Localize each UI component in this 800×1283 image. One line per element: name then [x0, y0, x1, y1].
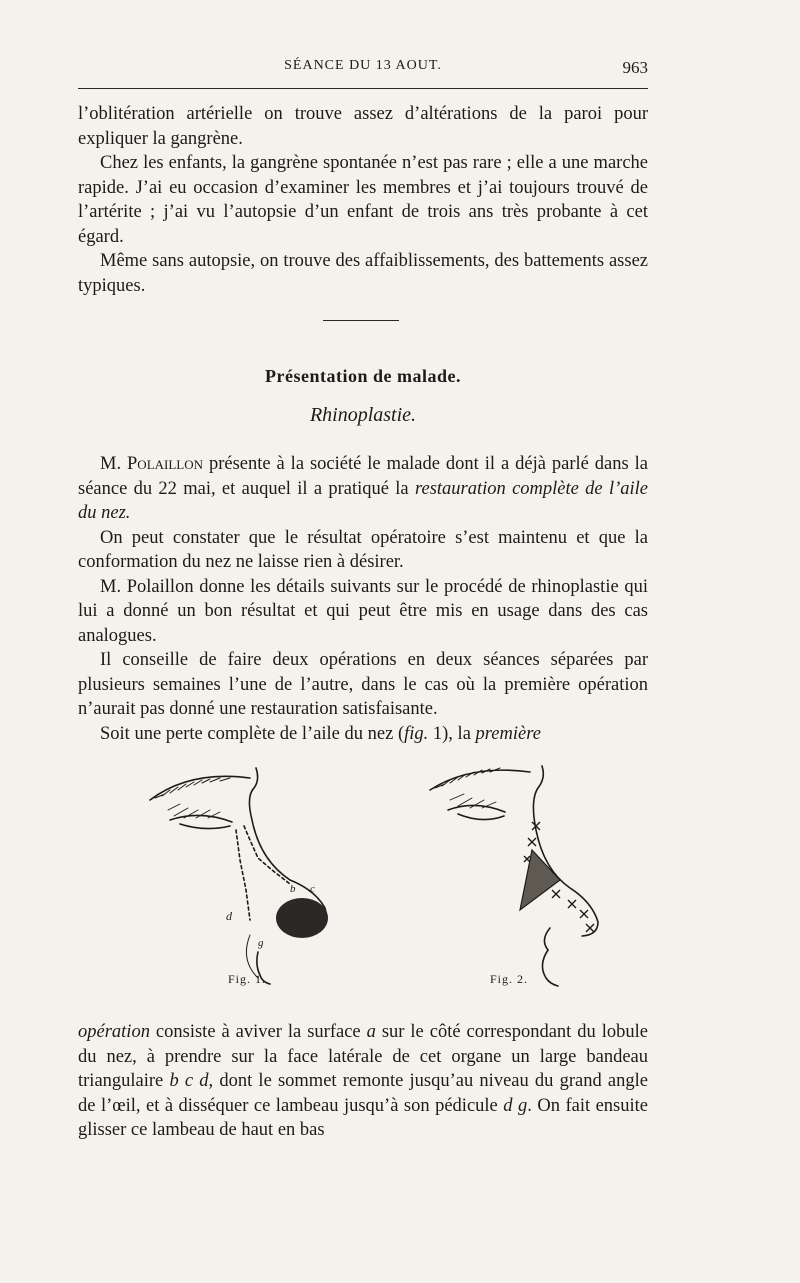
text-segment: sur le côté correspondant du lobule du nez, à prendre sur la face latérale de cet organe un large bandeau triangulaire [78, 1022, 648, 1091]
paragraph-procedure: M. Polaillon donne les détails suivants sur le procédé de rhinoplastie qui lui a donné un bon résultat et qui peut être mis en usage dans des cas analogues. [78, 576, 648, 646]
nose-profile-illustration [140, 760, 340, 990]
text-segment: M. [100, 454, 128, 474]
letter-label: d g [503, 1095, 528, 1116]
top-text [78, 102, 648, 298]
letter-label: b c d [169, 1071, 209, 1091]
label-d: d [226, 909, 232, 923]
running-title: SÉANCE DU 13 AOUT. [284, 58, 442, 73]
text-segment: Soit une perte complète de l’aile du nez ( [100, 723, 405, 744]
text-segment: , dont le sommet remonte jusqu’au niveau du grand angle de l’œil, et à disséquer ce lambeau jusqu’à son pédicule [78, 1071, 648, 1116]
paragraph-operation [78, 1020, 648, 1143]
paragraph-advice: Il conseille de faire deux opérations en deux séances séparées par plusieurs semaines l’une de l’autre, dans le cas où la première opération n’aurait pas donné une restauration satisfaisante. [78, 650, 648, 719]
text-segment: . On fait ensuite glisser ce lambeau de haut en bas [78, 1095, 649, 1140]
body-text [78, 452, 648, 746]
section-separator [323, 320, 399, 321]
section-subtitle: Rhinoplastie. [309, 404, 417, 426]
letter-label: a [366, 1022, 376, 1042]
nose-reconstruction-illustration [420, 760, 620, 990]
emphasis: première [475, 723, 541, 744]
text-segment: 1), la [428, 723, 476, 744]
paragraph-autopsy: Même sans autopsie, on trouve des affaiblissements, des battements assez typiques. [78, 251, 648, 296]
figure-1-caption: Fig. 1. [228, 972, 267, 986]
paragraph-result: On peut constater que le résultat opératoire s’est maintenu et que la conformation du nez ne laisse rien à désirer. [78, 527, 648, 572]
emphasis: opération [78, 1022, 150, 1042]
paragraph-case [78, 722, 648, 747]
figure-reference: fig. [404, 723, 429, 744]
label-b: b [290, 883, 296, 895]
author-name: Polaillon [127, 454, 204, 474]
figure-1 [140, 760, 340, 990]
label-g: g [258, 937, 264, 949]
header-rule [78, 88, 648, 89]
emphasis: restauration complète de l’aile du nez. [78, 478, 648, 523]
bottom-text [78, 1020, 648, 1143]
paragraph-presentation [78, 452, 648, 526]
paragraph-continuation: l’oblitération artérielle on trouve assez d’altérations de la paroi pour expliquer la gangrène. [78, 104, 648, 149]
section-title: Présentation de malade. [265, 366, 461, 386]
page-number: 963 [622, 58, 648, 77]
running-head [78, 58, 648, 82]
paragraph-children: Chez les enfants, la gangrène spontanée n’est pas rare ; elle a une marche rapide. J’ai eu occasion d’examiner les membres et j’ai toujours trouvé de l’artérite ; j’ai vu l’autopsie d’un enfant de trois ans très probante à cet égard. [78, 153, 648, 247]
text-segment: consiste à aviver la surface [149, 1022, 367, 1042]
triangular-flap [520, 850, 560, 910]
text-segment: présente à la société le malade dont il a déjà parlé dans la séance du 22 mai, et auquel il a pratiqué la [78, 454, 648, 499]
figure-2 [420, 760, 620, 990]
figure-2-caption: Fig. 2. [490, 972, 529, 986]
nasal-defect-area [276, 898, 328, 938]
label-c: c [310, 883, 315, 895]
